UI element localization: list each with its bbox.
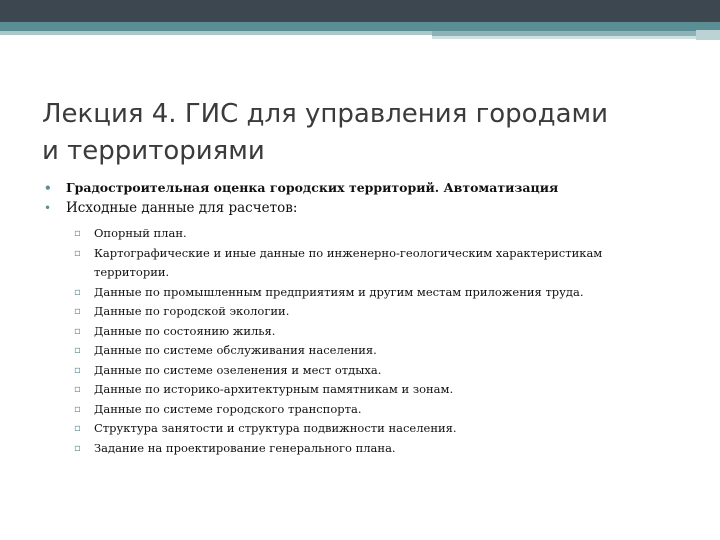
bullet-list: [42, 178, 692, 458]
header-teal-bar: [0, 22, 720, 31]
sub-bullet-text: Данные по промышленным предприятиям и другим местам приложения труда.: [94, 284, 584, 299]
sub-bullet-text: Данные по системе обслуживания населения.: [94, 343, 377, 357]
sub-bullet-icon: ▫: [74, 442, 81, 454]
sub-bullet-text: Данные по системе озеленения и мест отдыха.: [94, 362, 382, 377]
sub-bullet-text-continuation: территории.: [94, 265, 170, 279]
bullet-icon: •: [44, 201, 52, 215]
slide-title: [42, 96, 692, 170]
sub-bullet-text: Данные по городской экологии.: [94, 304, 290, 318]
sub-bullet-text: Задание на проектирование генерального плана.: [94, 440, 396, 455]
header-thin-bar: [432, 36, 696, 39]
bullet-icon: •: [44, 181, 52, 195]
sub-bullet-icon: ▫: [74, 384, 81, 395]
sub-bullet-item: [66, 361, 692, 381]
bullet-item: [42, 198, 692, 458]
bullet-item: [42, 178, 692, 198]
sub-bullet-icon: ▫: [74, 306, 81, 317]
sub-bullet-item: [66, 439, 692, 459]
sub-bullet-icon: ▫: [74, 286, 81, 298]
sub-bullet-list: [66, 224, 692, 458]
sub-bullet-item: [66, 419, 692, 439]
sub-bullet-item: [66, 283, 692, 303]
sub-bullet-item: [66, 400, 692, 420]
sub-bullet-item: [66, 244, 692, 283]
bullet-text: Исходные данные для расчетов:: [66, 200, 298, 216]
sub-bullet-text: Данные по состоянию жилья.: [94, 323, 276, 338]
sub-bullet-icon: ▫: [74, 345, 81, 356]
sub-bullet-icon: ▫: [74, 364, 81, 376]
sub-bullet-text: Структура занятости и структура подвижности населения.: [94, 421, 457, 435]
header-right-accent: [696, 30, 720, 40]
header-light-bar-left: [0, 31, 432, 35]
slide-title-line-2: и территориями: [42, 136, 265, 166]
slide-content: [42, 178, 692, 458]
sub-bullet-item: [66, 322, 692, 342]
sub-bullet-text: Данные по системе городского транспорта.: [94, 401, 362, 416]
header-dark-bar: [0, 0, 720, 22]
sub-bullet-item: [66, 224, 692, 244]
sub-bullet-text: Опорный план.: [94, 226, 187, 240]
sub-bullet-icon: ▫: [74, 403, 81, 415]
bullet-text: Градостроительная оценка городских территорий. Автоматизация: [66, 180, 559, 195]
sub-bullet-item: [66, 341, 692, 361]
sub-bullet-text: Картографические и иные данные по инженерно-геологическим характеристикам: [94, 245, 603, 260]
sub-bullet-icon: ▫: [74, 228, 81, 239]
slide-title-line-1: Лекция 4. ГИС для управления городами: [42, 99, 609, 129]
sub-bullet-item: [66, 380, 692, 400]
sub-bullet-icon: ▫: [74, 423, 81, 434]
sub-bullet-icon: ▫: [74, 325, 81, 337]
sub-bullet-text: Данные по историко-архитектурным памятникам и зонам.: [94, 382, 454, 396]
sub-bullet-icon: ▫: [74, 247, 81, 259]
sub-bullet-item: [66, 302, 692, 322]
